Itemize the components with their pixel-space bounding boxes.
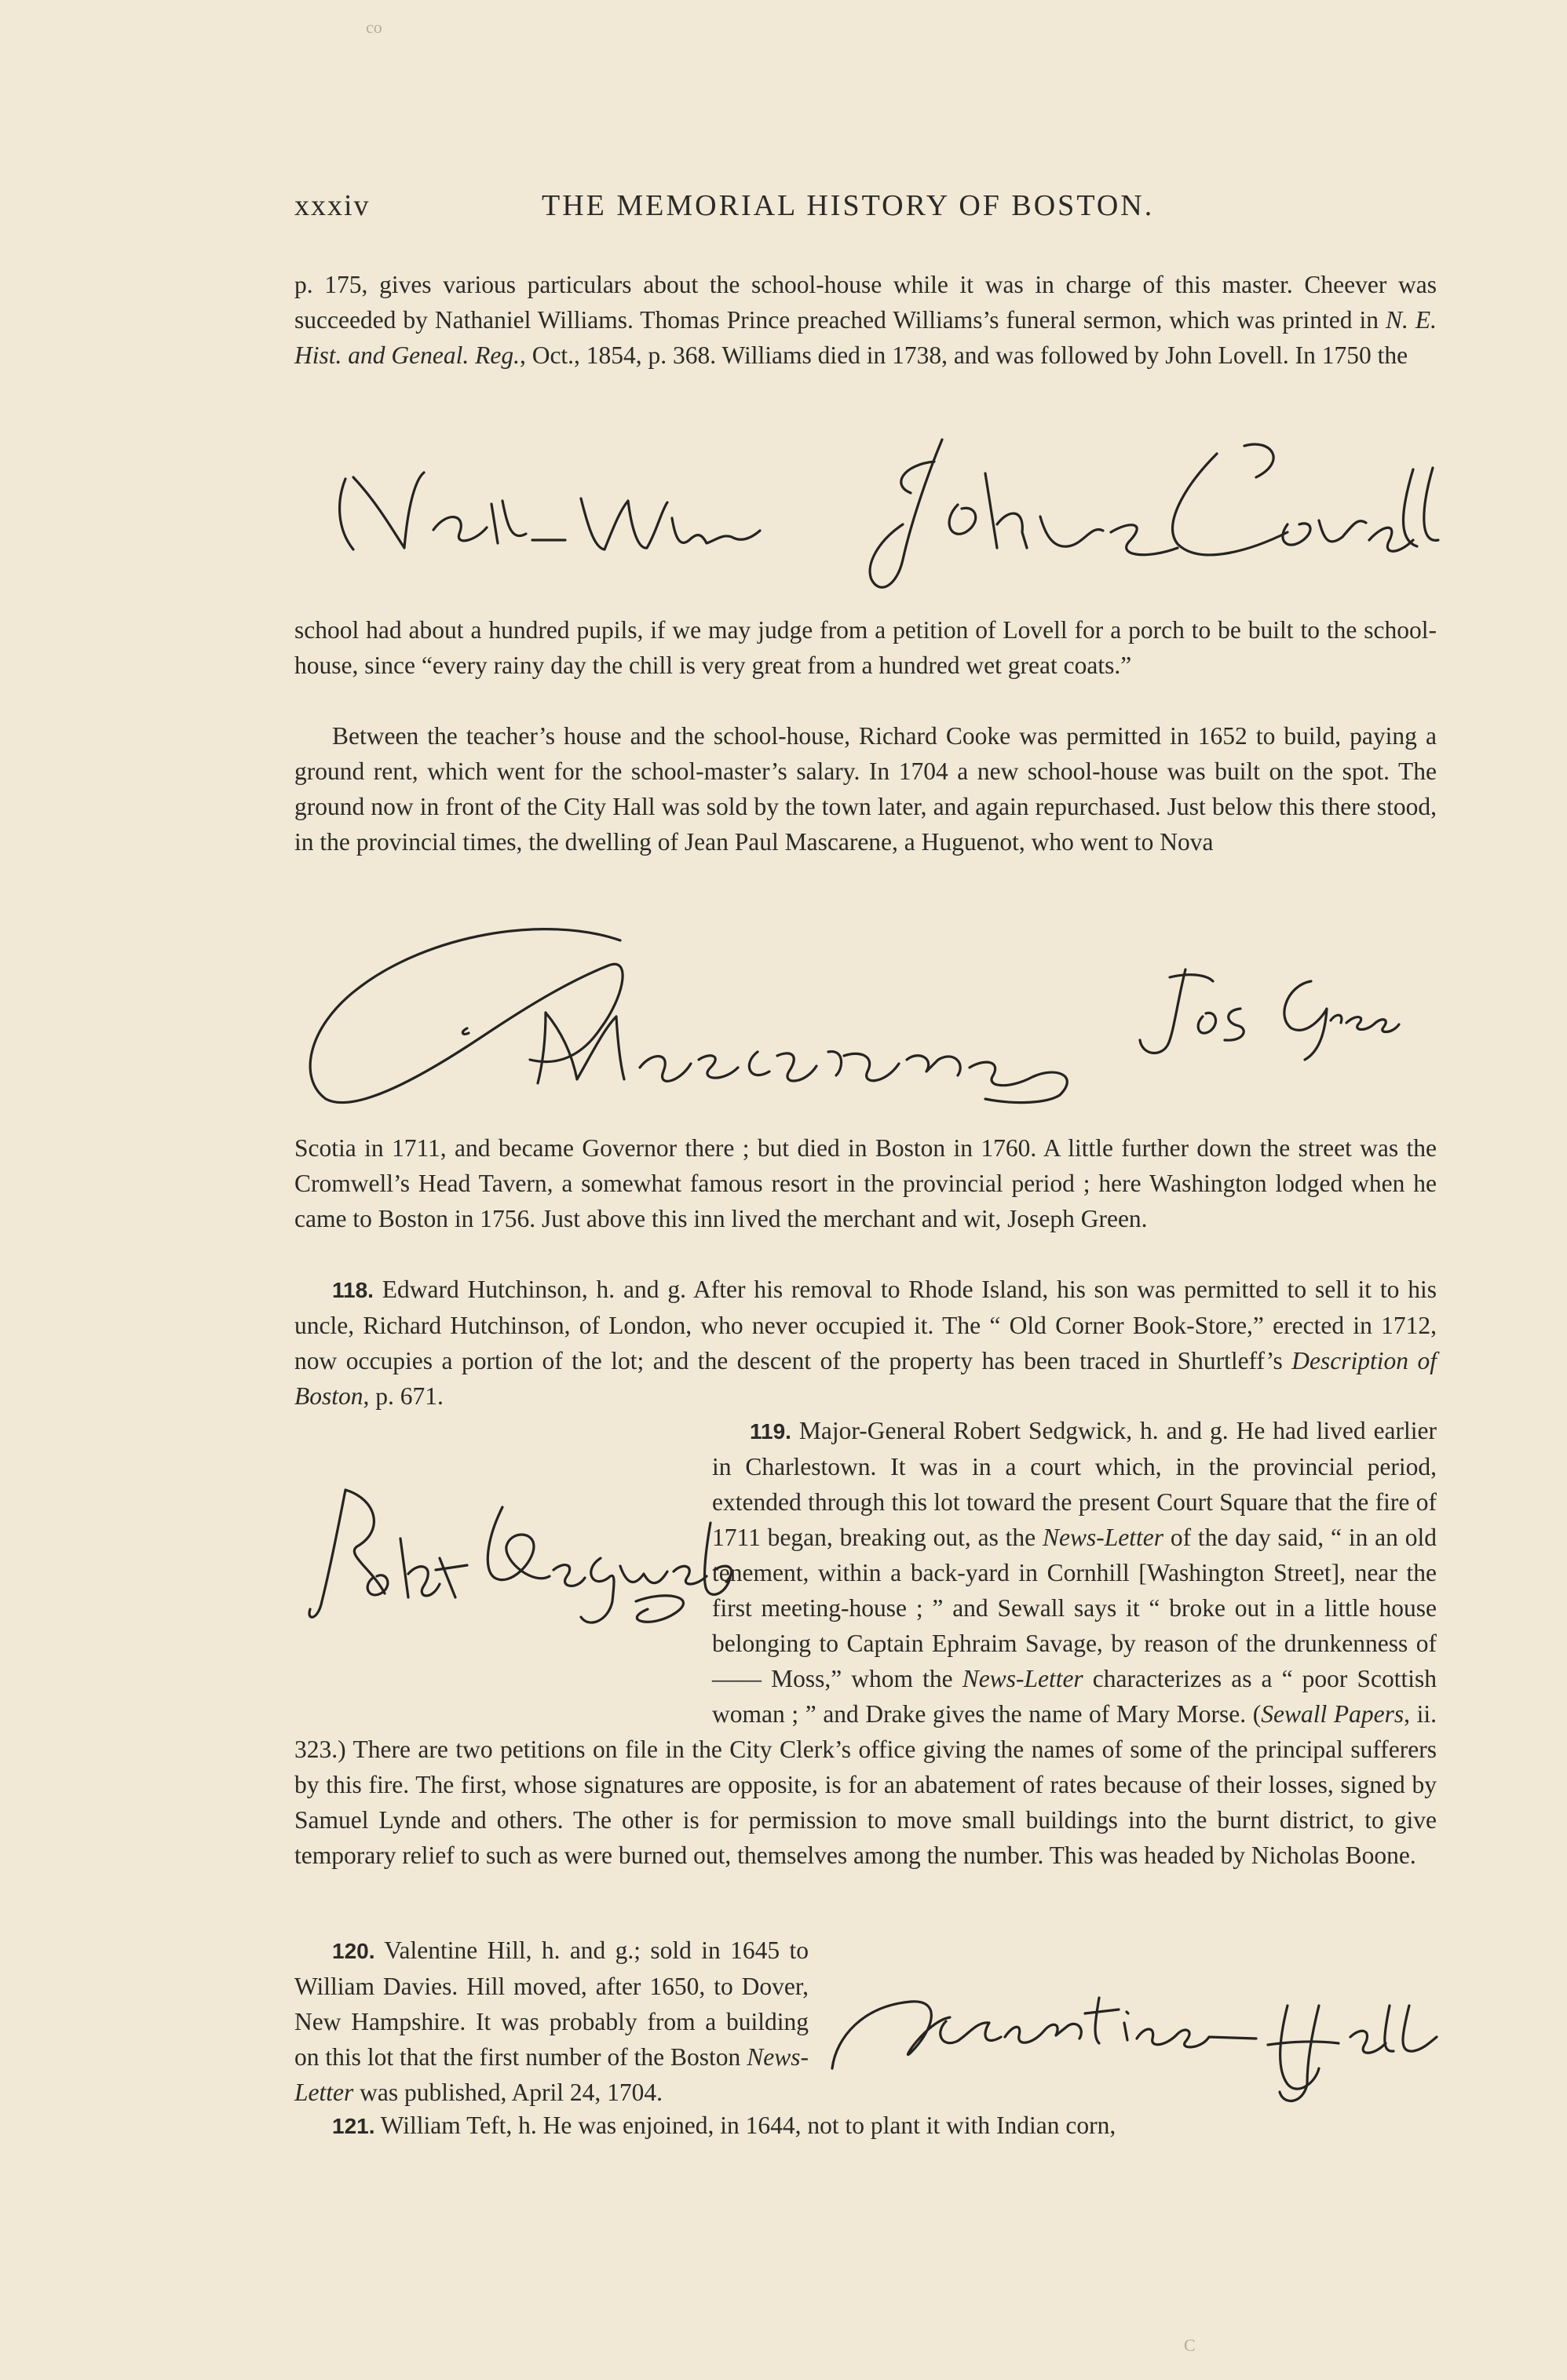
bottom-margin-mark: C [1184, 2335, 1196, 2355]
top-margin-mark: co [366, 17, 382, 37]
entry-120: 120. Valentine Hill, h. and g.; sold in 1645 to William Davies. Hill moved, after 1650, to Dover, New Hampshire. It was probably from a building on this lot that the first number of the Boston News-Letter was published, April 24, 1704. [294, 1933, 1437, 2110]
entry-number: 119. [750, 1419, 791, 1444]
paragraph-between-houses: Between the teacher’s house and the school-house, Richard Cooke was permitted in 1652 to build, paying a ground rent, which went for the school-master’s salary. In 1704 a new school-house was built on the spot. The ground now in front of the City Hall was sold by the town later, and again repurchased. Just below this there stood, in the provincial times, the dwelling of Jean Paul Mascarene, a Huguenot, who went to Nova [294, 722, 1437, 856]
reference-sewall-papers: Sewall Papers [1261, 1700, 1404, 1728]
signature-green [1131, 962, 1405, 1068]
entry-121: 121. William Teft, h. He was enjoined, in 1644, not to plant it with Indian corn, [332, 2112, 1116, 2139]
signature-float-space [257, 1484, 712, 1711]
signature-williams [330, 455, 769, 577]
entry-number: 121. [332, 2114, 375, 2138]
signature-mascarene [294, 911, 1087, 1119]
signature-lovell [848, 430, 1445, 607]
entry-119-text: 119. Major-General Robert Sedgwick, h. and g. He had lived earlier in Charlestown. It was in a court which, in the provincial period, extended through this lot toward the present Court Square that the fire of 1711 began, breaking out, as the News-Letter of the day said, “ in an old tenement, within a back-yard in Cornhill [Washington Street], near the first meeting-house ; ” and Sewall says it “ broke out in a little house belonging to Captain Ephraim Savage, by reason of the drunkenness of —— Moss,” whom the News-Letter characterizes as a “ poor Scottish woman ; ” and Drake gives the name of Mary Morse. (Sewall Papers, ii. 323.) There are two petitions on file in the City Clerk’s office giving the names of some of the principal sufferers by this fire. The first, whose signatures are opposite, is for an abatement of rates because of their losses, signed by Samuel Lynde and others. The other is for permission to move small buildings into the burnt district, to give temporary relief to such as were burned out, themselves among the number. This was headed by Nicholas Boone. [294, 1413, 1437, 1873]
running-header [294, 188, 1445, 235]
reference-description-boston: Description of Boston [294, 1347, 1437, 1410]
entry-number: 120. [332, 1939, 375, 1963]
paragraph-intro: p. 175, gives various particulars about the school-house while it was in charge of this master. Cheever was succeeded by Nathaniel Williams. Thomas Prince preached Williams’s funeral sermon, which was printed in N. E. Hist. and Geneal. Reg., Oct., 1854, p. 368. Williams died in 1738, and was followed by John Lovell. In 1750 the [294, 271, 1437, 369]
reference-register: N. E. Hist. and Geneal. Reg. [294, 306, 1437, 369]
entry-118: 118. Edward Hutchinson, h. and g. After his removal to Rhode Island, his son was permitted to sell it to his uncle, Richard Hutchinson, of London, who never occupied it. The “ Old Corner Book-Store,” erected in 1712, now occupies a portion of the lot; and the descent of the property has been traced in Shurtleff’s Description of Boston, p. 671. [294, 1276, 1437, 1410]
reference-news-letter-3: News-Letter [294, 2043, 809, 2106]
reference-news-letter-2: News-Letter [962, 1665, 1083, 1692]
entry-number: 118. [332, 1278, 374, 1302]
signature-float-space-hill [809, 1968, 1437, 2109]
reference-news-letter: News-Letter [1043, 1524, 1163, 1551]
running-title: THE MEMORIAL HISTORY OF BOSTON. [542, 189, 1155, 222]
paragraph-nova-scotia: Scotia in 1711, and became Governor there ; but died in Boston in 1760. A little further down the street was the Cromwell’s Head Tavern, a somewhat famous resort in the provincial period ; here Washington lodged when he came to Boston in 1756. Just above this inn lived the merchant and wit, Joseph Green. [294, 1134, 1437, 1232]
page-number: xxxiv [294, 189, 371, 222]
paragraph-school-pupils: school had about a hundred pupils, if we may judge from a petition of Lovell for a porch to be built to the school-house, since “every rainy day the chill is very great from a hundred wet great coats.” [294, 616, 1437, 679]
